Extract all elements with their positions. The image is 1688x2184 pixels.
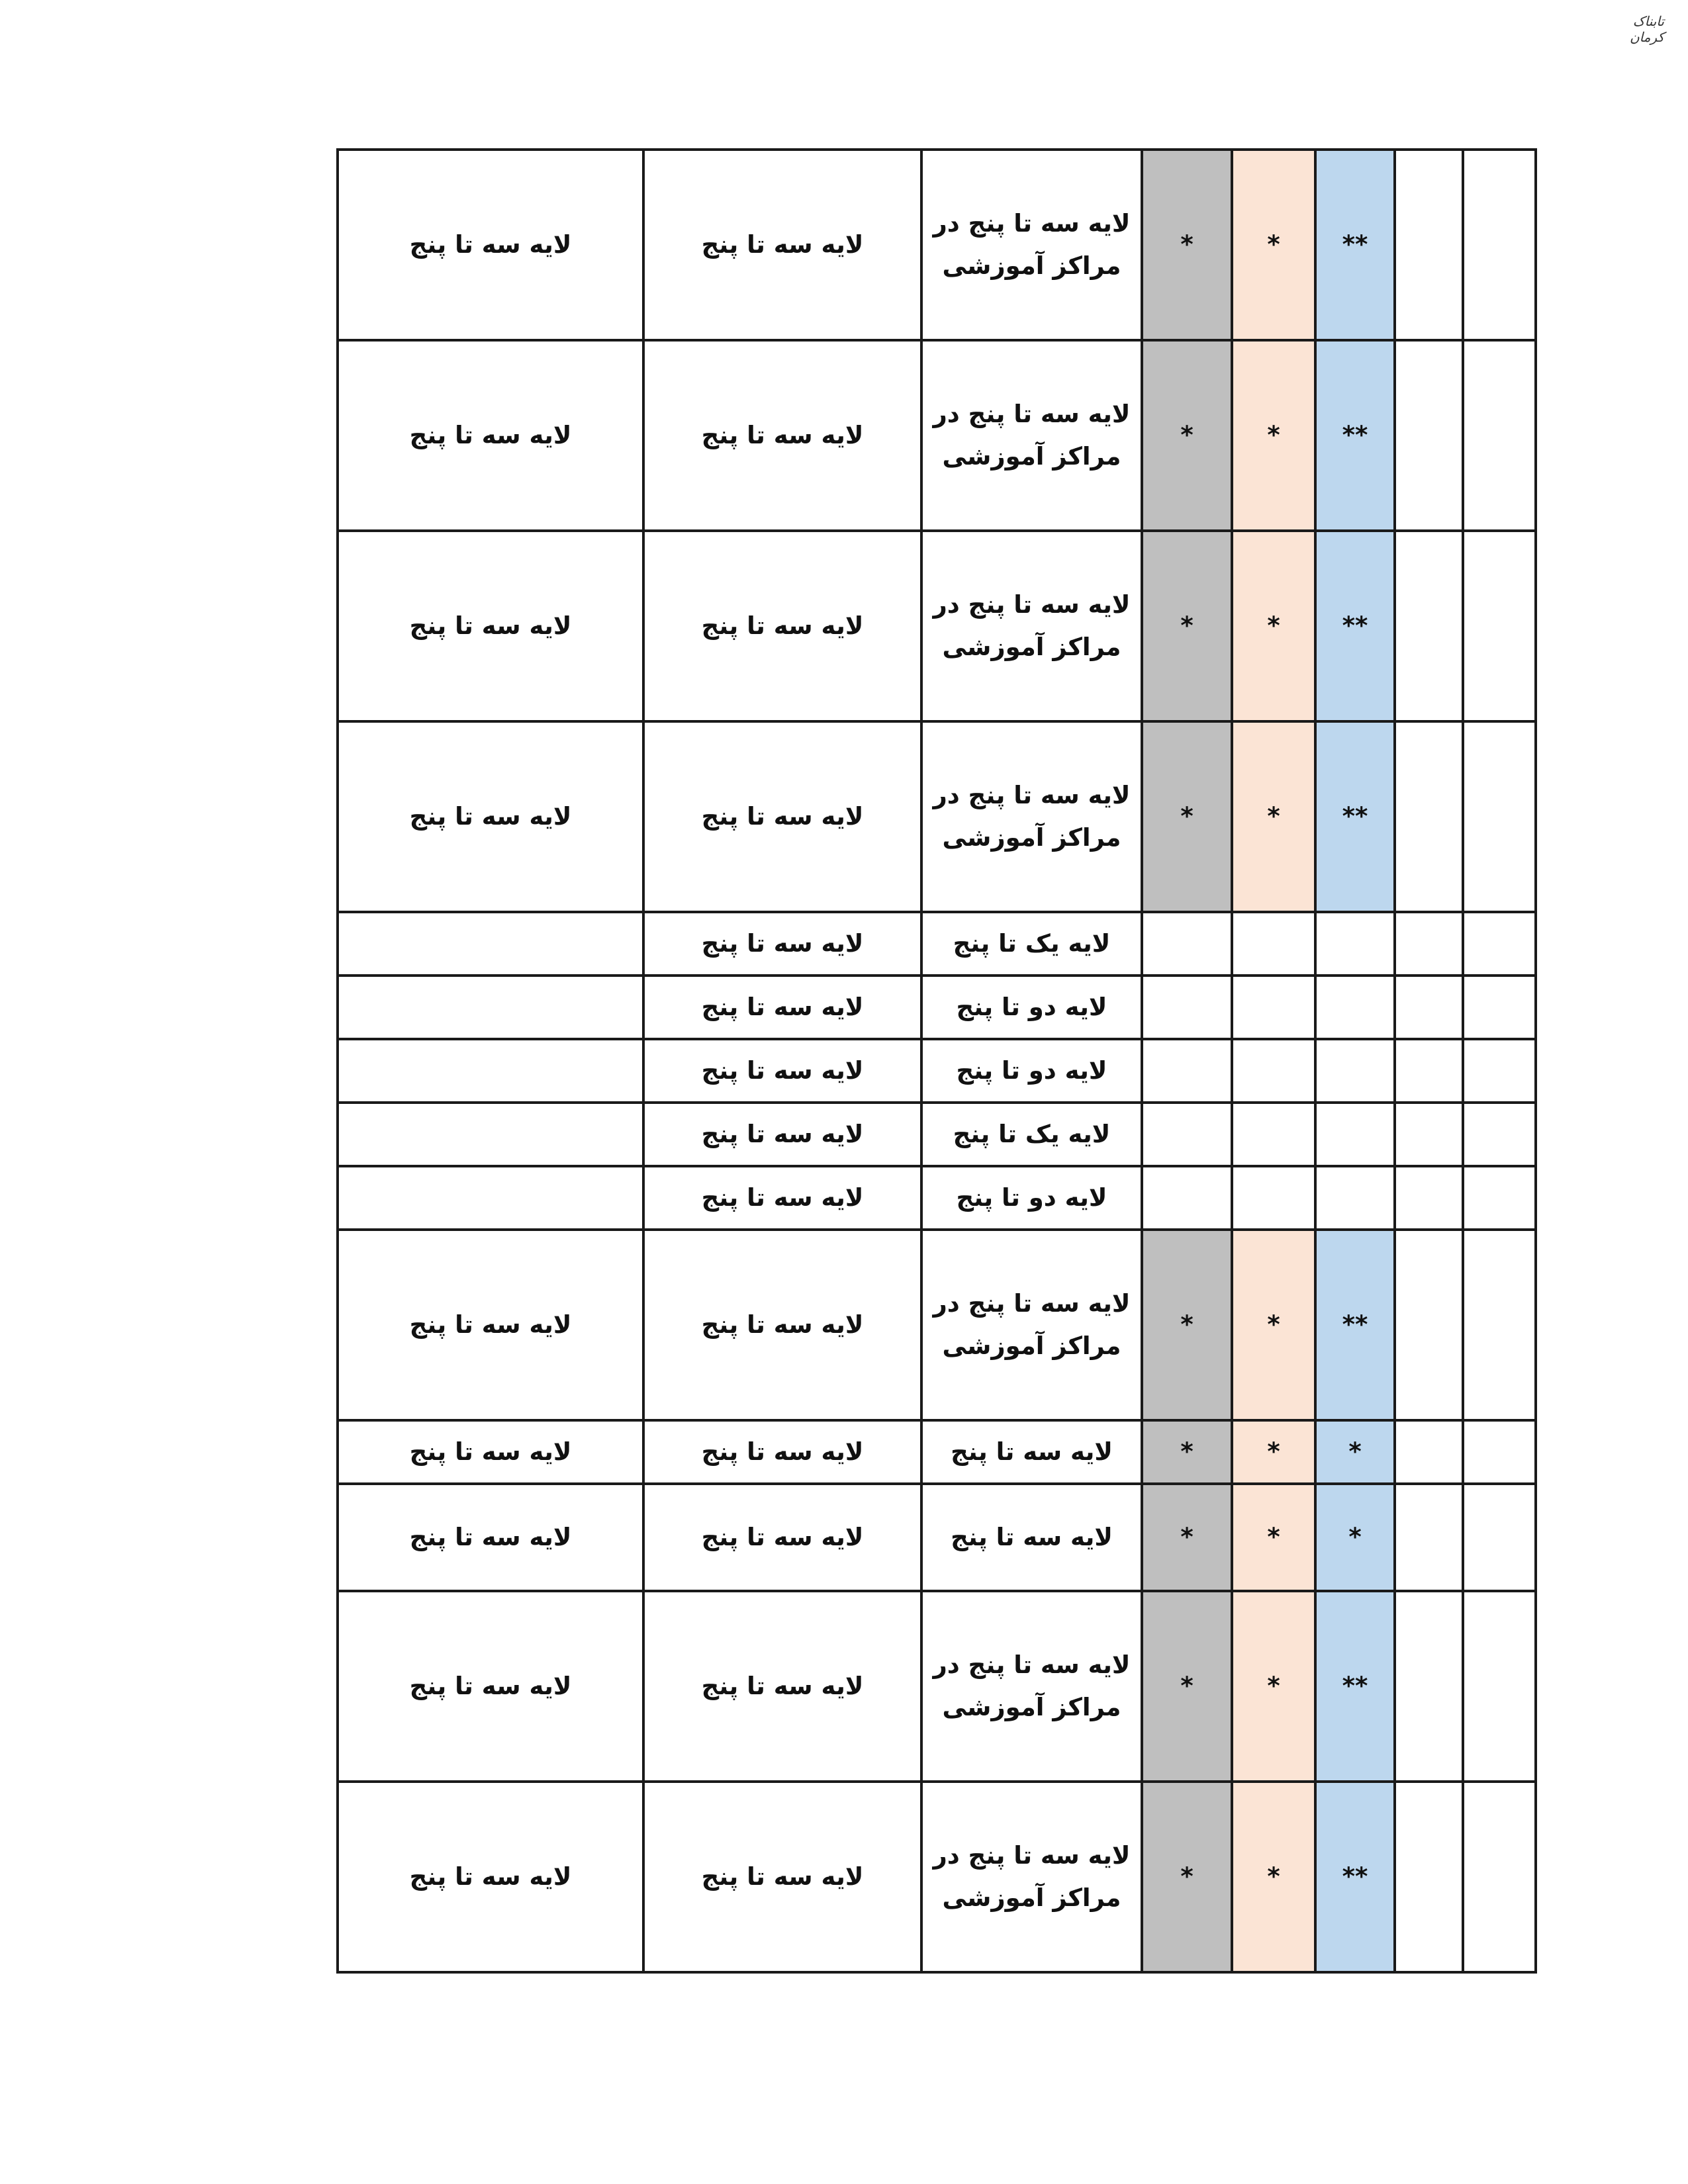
- cell-level-range-a: لایه سه تا پنج: [338, 1230, 643, 1420]
- cell-mark-gray: [1142, 1166, 1232, 1230]
- table-row: [338, 1230, 1536, 1420]
- cell-mark-blue: [1315, 1166, 1395, 1230]
- cell-level-range-a: [338, 1039, 643, 1103]
- cell-mark-peach: [1232, 1103, 1315, 1166]
- cell-mark-peach: [1232, 1039, 1315, 1103]
- cell-level-range-a: [338, 976, 643, 1039]
- cell-level-range-a: لایه سه تا پنج: [338, 150, 643, 340]
- cell-mark-blue: **: [1315, 150, 1395, 340]
- cell-level-range-c: لایه دو تا پنج: [921, 1166, 1142, 1230]
- cell-empty: [1395, 1420, 1463, 1484]
- cell-level-range-c: لایه سه تا پنج در مراکز آموزشی: [921, 150, 1142, 340]
- cell-mark-blue: [1315, 912, 1395, 976]
- cell-mark-gray: [1142, 912, 1232, 976]
- cell-mark-peach: *: [1232, 531, 1315, 721]
- cell-empty: [1395, 531, 1463, 721]
- cell-mark-peach: [1232, 976, 1315, 1039]
- cell-mark-gray: *: [1142, 721, 1232, 912]
- table-row: [338, 150, 1536, 340]
- table-row: [338, 1782, 1536, 1972]
- cell-mark-blue: **: [1315, 1591, 1395, 1782]
- cell-mark-blue: [1315, 1039, 1395, 1103]
- cell-level-range-b: لایه سه تا پنج: [643, 912, 921, 976]
- cell-empty: [1463, 531, 1536, 721]
- table-row: [338, 1420, 1536, 1484]
- table-row: [338, 912, 1536, 976]
- cell-level-range-a: [338, 912, 643, 976]
- cell-mark-gray: [1142, 976, 1232, 1039]
- cell-level-range-c: لایه سه تا پنج در مراکز آموزشی: [921, 1782, 1142, 1972]
- cell-level-range-a: لایه سه تا پنج: [338, 1484, 643, 1591]
- cell-level-range-a: لایه سه تا پنج: [338, 1591, 643, 1782]
- cell-level-range-a: لایه سه تا پنج: [338, 1782, 643, 1972]
- cell-mark-gray: *: [1142, 531, 1232, 721]
- cell-mark-peach: *: [1232, 1420, 1315, 1484]
- cell-mark-gray: [1142, 1039, 1232, 1103]
- cell-level-range-c: لایه یک تا پنج: [921, 1103, 1142, 1166]
- cell-mark-blue: **: [1315, 721, 1395, 912]
- cell-empty: [1463, 150, 1536, 340]
- cell-empty: [1463, 1166, 1536, 1230]
- cell-empty: [1463, 1782, 1536, 1972]
- cell-level-range-b: لایه سه تا پنج: [643, 1166, 921, 1230]
- cell-level-range-b: لایه سه تا پنج: [643, 340, 921, 531]
- cell-mark-blue: **: [1315, 531, 1395, 721]
- cell-mark-peach: *: [1232, 1591, 1315, 1782]
- cell-level-range-c: لایه سه تا پنج در مراکز آموزشی: [921, 340, 1142, 531]
- cell-mark-gray: *: [1142, 150, 1232, 340]
- cell-level-range-a: لایه سه تا پنج: [338, 340, 643, 531]
- cell-empty: [1395, 150, 1463, 340]
- layers-table: [336, 148, 1537, 1974]
- logo-watermark: تابناک کرمان: [1629, 13, 1664, 45]
- cell-mark-peach: [1232, 912, 1315, 976]
- table-row: [338, 1039, 1536, 1103]
- table-row: [338, 976, 1536, 1039]
- cell-empty: [1395, 1591, 1463, 1782]
- cell-mark-blue: **: [1315, 1782, 1395, 1972]
- cell-level-range-c: لایه یک تا پنج: [921, 912, 1142, 976]
- cell-empty: [1463, 1103, 1536, 1166]
- cell-level-range-c: لایه سه تا پنج: [921, 1484, 1142, 1591]
- cell-empty: [1463, 340, 1536, 531]
- cell-mark-blue: *: [1315, 1484, 1395, 1591]
- cell-empty: [1463, 1484, 1536, 1591]
- cell-level-range-c: لایه سه تا پنج در مراکز آموزشی: [921, 1591, 1142, 1782]
- cell-empty: [1395, 1103, 1463, 1166]
- cell-mark-gray: *: [1142, 1230, 1232, 1420]
- cell-mark-blue: [1315, 1103, 1395, 1166]
- cell-empty: [1395, 340, 1463, 531]
- cell-mark-peach: [1232, 1166, 1315, 1230]
- cell-mark-gray: *: [1142, 1782, 1232, 1972]
- cell-empty: [1395, 1484, 1463, 1591]
- cell-level-range-a: لایه سه تا پنج: [338, 531, 643, 721]
- table-row: [338, 721, 1536, 912]
- cell-level-range-b: لایه سه تا پنج: [643, 1420, 921, 1484]
- cell-mark-peach: *: [1232, 721, 1315, 912]
- cell-empty: [1395, 912, 1463, 976]
- cell-level-range-b: لایه سه تا پنج: [643, 1782, 921, 1972]
- cell-level-range-b: لایه سه تا پنج: [643, 1230, 921, 1420]
- cell-level-range-c: لایه سه تا پنج: [921, 1420, 1142, 1484]
- cell-mark-peach: *: [1232, 1782, 1315, 1972]
- cell-level-range-c: لایه سه تا پنج در مراکز آموزشی: [921, 1230, 1142, 1420]
- cell-empty: [1463, 976, 1536, 1039]
- table-row: [338, 1166, 1536, 1230]
- cell-mark-gray: *: [1142, 1420, 1232, 1484]
- cell-level-range-a: لایه سه تا پنج: [338, 721, 643, 912]
- cell-empty: [1463, 1230, 1536, 1420]
- cell-mark-blue: [1315, 976, 1395, 1039]
- cell-empty: [1395, 1230, 1463, 1420]
- cell-level-range-a: [338, 1166, 643, 1230]
- cell-level-range-b: لایه سه تا پنج: [643, 1484, 921, 1591]
- cell-empty: [1395, 1166, 1463, 1230]
- cell-mark-peach: *: [1232, 1484, 1315, 1591]
- table-row: [338, 1103, 1536, 1166]
- cell-mark-gray: *: [1142, 340, 1232, 531]
- cell-mark-blue: **: [1315, 340, 1395, 531]
- cell-level-range-b: لایه سه تا پنج: [643, 976, 921, 1039]
- cell-mark-blue: *: [1315, 1420, 1395, 1484]
- cell-empty: [1395, 976, 1463, 1039]
- cell-level-range-b: لایه سه تا پنج: [643, 531, 921, 721]
- cell-empty: [1463, 1039, 1536, 1103]
- cell-level-range-a: لایه سه تا پنج: [338, 1420, 643, 1484]
- cell-empty: [1395, 1039, 1463, 1103]
- cell-level-range-c: لایه دو تا پنج: [921, 976, 1142, 1039]
- cell-level-range-a: [338, 1103, 643, 1166]
- cell-empty: [1395, 721, 1463, 912]
- cell-mark-blue: **: [1315, 1230, 1395, 1420]
- table-row: [338, 340, 1536, 531]
- cell-mark-peach: *: [1232, 1230, 1315, 1420]
- table-row: [338, 1484, 1536, 1591]
- cell-mark-gray: [1142, 1103, 1232, 1166]
- cell-level-range-c: لایه سه تا پنج در مراکز آموزشی: [921, 531, 1142, 721]
- cell-empty: [1463, 912, 1536, 976]
- cell-level-range-b: لایه سه تا پنج: [643, 1103, 921, 1166]
- cell-mark-peach: *: [1232, 340, 1315, 531]
- cell-level-range-b: لایه سه تا پنج: [643, 150, 921, 340]
- cell-level-range-c: لایه دو تا پنج: [921, 1039, 1142, 1103]
- table-row: [338, 531, 1536, 721]
- cell-empty: [1395, 1782, 1463, 1972]
- cell-empty: [1463, 1591, 1536, 1782]
- cell-empty: [1463, 1420, 1536, 1484]
- cell-mark-gray: *: [1142, 1591, 1232, 1782]
- cell-level-range-b: لایه سه تا پنج: [643, 1039, 921, 1103]
- cell-mark-peach: *: [1232, 150, 1315, 340]
- cell-mark-gray: *: [1142, 1484, 1232, 1591]
- cell-level-range-b: لایه سه تا پنج: [643, 721, 921, 912]
- table-row: [338, 1591, 1536, 1782]
- cell-level-range-c: لایه سه تا پنج در مراکز آموزشی: [921, 721, 1142, 912]
- cell-empty: [1463, 721, 1536, 912]
- cell-level-range-b: لایه سه تا پنج: [643, 1591, 921, 1782]
